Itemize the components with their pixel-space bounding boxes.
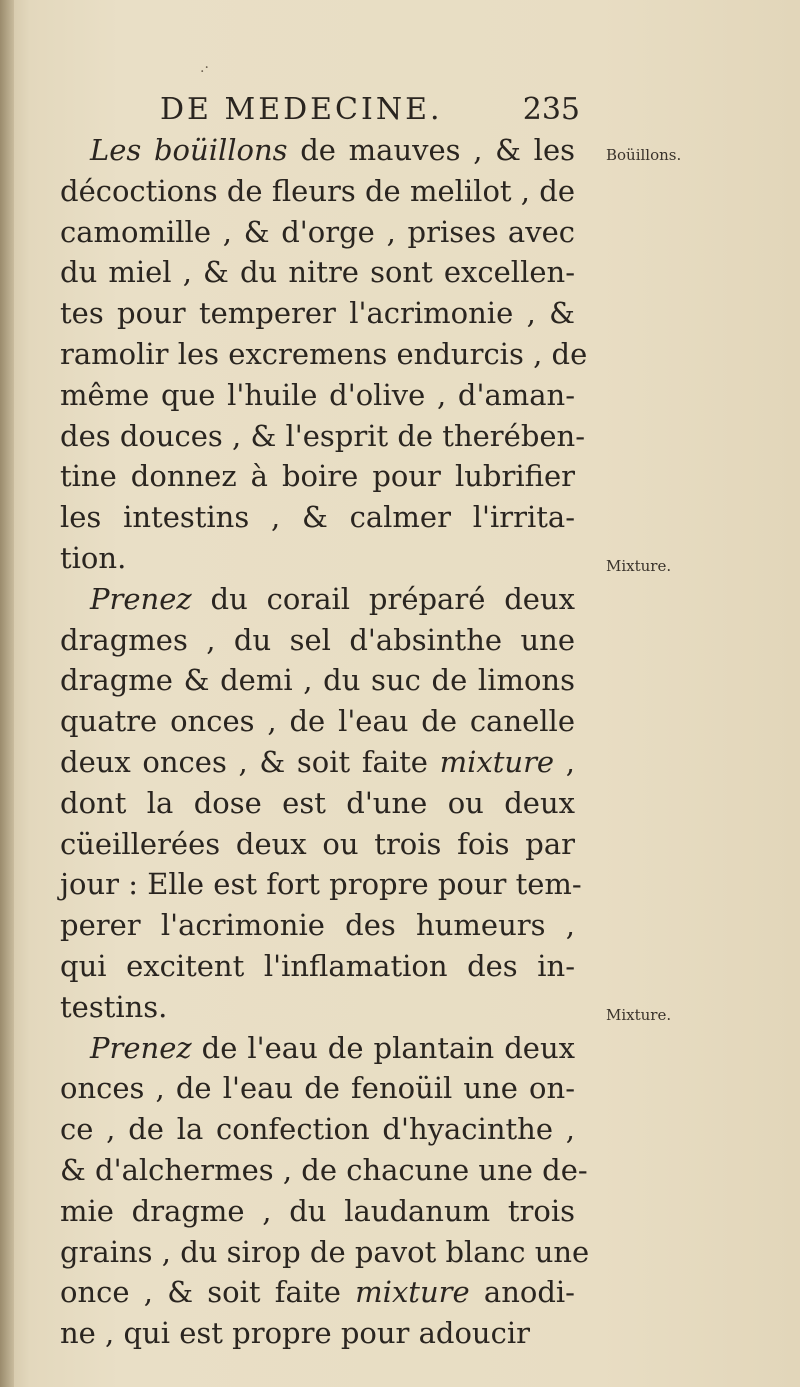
text-segment: des douces , & l'esprit de therében-	[60, 418, 586, 453]
text-segment: quatre onces , de l'eau de canelle	[60, 704, 575, 739]
text-segment: ce , de la confection d'hyacinthe ,	[60, 1112, 575, 1147]
text-segment: perer l'acrimonie des humeurs ,	[60, 908, 575, 943]
text-line	[60, 701, 575, 742]
text-line	[60, 1068, 575, 1109]
text-line	[60, 212, 575, 253]
text-segment: décoctions de fleurs de melilot , de	[60, 173, 575, 208]
text-line	[60, 783, 575, 824]
text-segment: testins.	[60, 989, 168, 1024]
text-segment: camomille , & d'orge , prises avec	[60, 214, 575, 249]
paragraph	[60, 130, 588, 579]
text-segment: once , & soit faite	[60, 1275, 356, 1310]
margin-note-mixture-2: Mixture.	[606, 1006, 672, 1024]
text-segment: grains , du sirop de pavot blanc une	[60, 1234, 590, 1269]
paragraph	[60, 579, 582, 1028]
italic-term: mixture	[355, 1275, 470, 1310]
text-segment: & d'alchermes , de chacune une de-	[60, 1152, 588, 1187]
text-line	[60, 416, 586, 457]
text-line	[60, 824, 575, 865]
margin-note-bouillons: Boüillons.	[606, 146, 682, 164]
text-line	[60, 334, 588, 375]
running-head-title: DE MEDECINE.	[160, 92, 443, 127]
text-segment: dragmes , du sel d'absinthe une	[60, 622, 575, 657]
text-segment: du corail préparé deux	[191, 581, 575, 616]
text-segment: deux onces , & soit faite	[60, 744, 440, 779]
ornament-mark: .·	[200, 60, 209, 76]
text-line	[60, 130, 575, 171]
text-line	[60, 1109, 575, 1150]
margin-note-mixture-1: Mixture.	[606, 557, 672, 575]
text-line	[60, 1313, 575, 1354]
body-text	[60, 130, 590, 1354]
text-segment: ramolir les excremens endurcis , de	[60, 336, 588, 371]
text-segment: cüeillerées deux ou trois fois par	[60, 826, 575, 861]
text-segment: les intestins , & calmer l'irrita-	[60, 500, 575, 535]
text-line	[60, 293, 575, 334]
text-segment: dragme & demi , du suc de limons	[60, 663, 575, 698]
text-segment: tine donnez à boire pour lubrifier	[60, 459, 575, 494]
text-segment: ne , qui est propre pour adoucir	[60, 1316, 530, 1351]
text-line	[60, 620, 575, 661]
text-line	[60, 987, 575, 1028]
page-number: 235	[522, 92, 580, 127]
italic-term: Prenez	[90, 1030, 192, 1065]
text-line	[60, 1232, 590, 1273]
text-segment: qui excitent l'inflamation des in-	[60, 948, 575, 983]
text-segment: de mauves , & les	[287, 133, 575, 167]
text-segment: onces , de l'eau de fenoüil une on-	[60, 1071, 575, 1106]
text-line	[60, 742, 575, 783]
text-line	[60, 1028, 575, 1069]
text-line	[60, 946, 575, 987]
text-line	[60, 252, 575, 293]
text-segment: anodi-	[469, 1275, 575, 1310]
text-segment: tion.	[60, 540, 127, 575]
text-line	[60, 538, 575, 579]
italic-term: mixture	[439, 744, 555, 779]
text-line	[60, 905, 575, 946]
text-line	[60, 1150, 588, 1191]
text-line	[60, 171, 575, 212]
text-segment: de l'eau de plantain deux	[191, 1030, 575, 1065]
text-line	[60, 1272, 575, 1313]
text-segment: ,	[554, 744, 575, 779]
text-segment: tes pour temperer l'acrimonie , &	[60, 296, 575, 331]
text-segment: du miel , & du nitre sont excellen-	[60, 255, 575, 290]
italic-term: Les boüillons	[90, 133, 288, 167]
running-head	[160, 92, 580, 132]
text-segment: jour : Elle est fort propre pour tem-	[60, 867, 582, 902]
text-line	[60, 864, 582, 905]
text-line	[60, 456, 575, 497]
page-binding-edge	[0, 0, 14, 1387]
text-line	[60, 579, 575, 620]
text-line	[60, 497, 575, 538]
italic-term: Prenez	[90, 581, 192, 616]
paragraph	[60, 1028, 590, 1354]
text-line	[60, 1191, 575, 1232]
text-segment: dont la dose est d'une ou deux	[60, 785, 575, 820]
text-segment: mie dragme , du laudanum trois	[60, 1193, 575, 1228]
text-line	[60, 375, 575, 416]
text-line	[60, 660, 575, 701]
text-segment: même que l'huile d'olive , d'aman-	[60, 377, 575, 412]
